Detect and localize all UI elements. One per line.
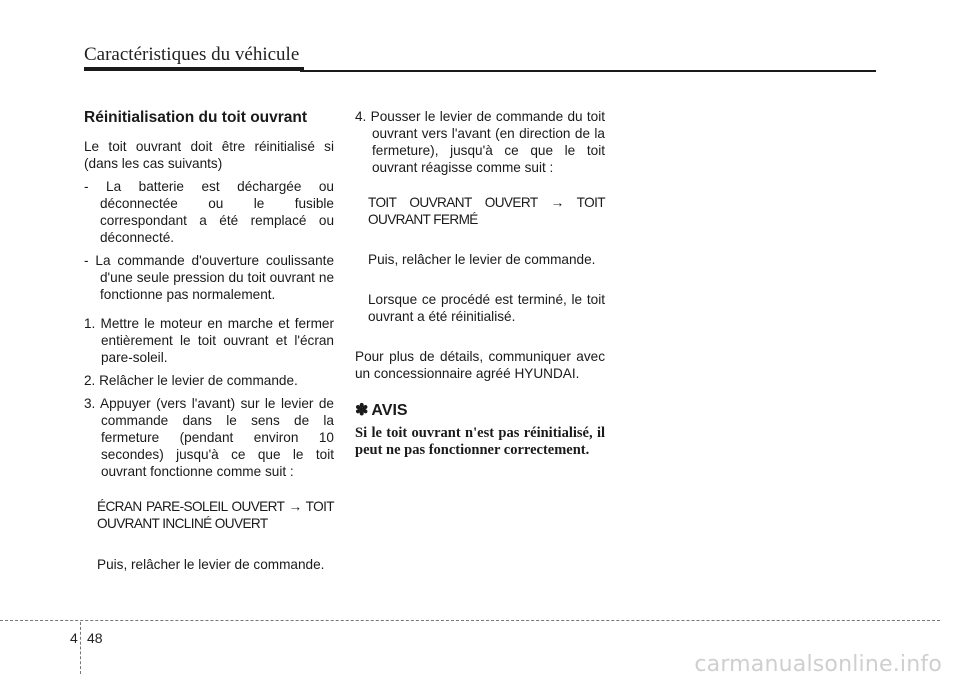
sequence-text: ÉCRAN PARE-SOLEIL OUVERT → TOIT OUVRANT INCLINÉ OUVERT xyxy=(97,499,334,531)
release-text: Puis, relâcher le levier de commande. xyxy=(97,557,325,572)
chapter-number: 4 xyxy=(70,630,78,646)
left-column xyxy=(84,108,334,573)
intro-paragraph: Le toit ouvrant doit être réinitialisé si (dans les cas suivants) xyxy=(84,139,334,171)
page-number: 48 xyxy=(87,630,103,646)
step-item: 1. Mettre le moteur en marche et fermer entièrement le toit ouvrant et l'écran pare-soleil. xyxy=(84,316,334,365)
sequence-text: TOIT OUVRANT OUVERT → TOIT OUVRANT FERMÉ xyxy=(368,195,605,227)
notice-icon: ✽ xyxy=(355,402,369,419)
step-item: 3. Appuyer (vers l'avant) sur le levier de commande dans le sens de la fermeture (pendant environ 10 secondes) jusqu'à ce que le toit ouvrant fonctionne comme suit : xyxy=(84,396,334,479)
footer-divider xyxy=(0,620,940,621)
release-text: Puis, relâcher le levier de commande. xyxy=(368,252,596,267)
notice-text: Si le toit ouvrant n'est pas réinitialisé, il peut ne pas fonctionner correctement. xyxy=(355,425,605,458)
header-rule-thin xyxy=(300,70,876,72)
watermark: carmanualsonline.info xyxy=(694,652,942,677)
step-item: 4. Pousser le levier de commande du toit ouvrant vers l'avant (en direction de la fermeture), jusqu'à ce que le toit ouvrant réagisse comme suit : xyxy=(355,109,605,175)
case-item: - La commande d'ouverture coulissante d'une seule pression du toit ouvrant ne fonctionne pas normalement. xyxy=(84,253,334,302)
footer-vertical-divider xyxy=(80,622,81,674)
notice-title: AVIS xyxy=(371,402,408,419)
details-paragraph: Pour plus de détails, communiquer avec un concessionnaire agréé HYUNDAI. xyxy=(355,349,605,381)
notice-heading xyxy=(355,402,605,419)
right-column xyxy=(355,108,605,459)
page-header-title: Caractéristiques du véhicule xyxy=(84,44,300,65)
section-heading: Réinitialisation du toit ouvrant xyxy=(84,109,308,126)
header-rule-thick xyxy=(84,67,304,71)
done-text: Lorsque ce procédé est terminé, le toit ouvrant a été réinitialisé. xyxy=(368,292,605,324)
case-item: - La batterie est déchargée ou déconnectée ou le fusible correspondant a été remplacé ou déconnecté. xyxy=(84,179,334,245)
step-item: 2. Relâcher le levier de commande. xyxy=(84,373,298,388)
